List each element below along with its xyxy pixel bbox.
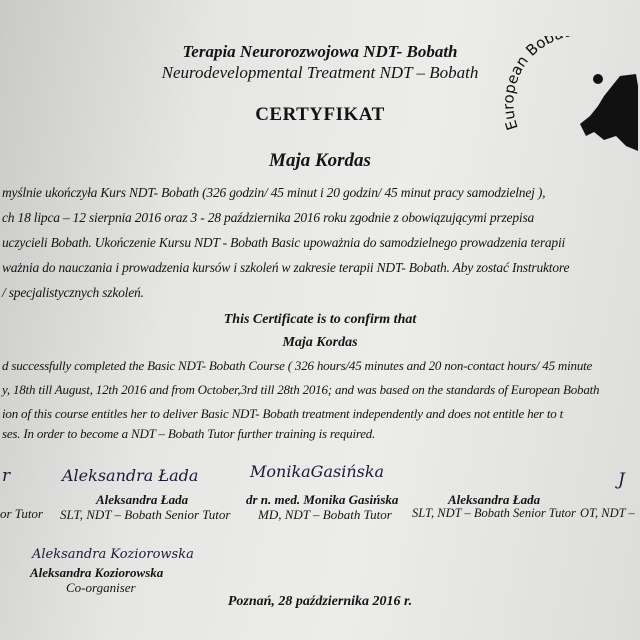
signatory-name: Aleksandra Łada [96,492,189,507]
signatory-name: dr n. med. Monika Gasińska [246,492,399,507]
signatory-title: SLT, NDT – Bobath Senior Tutor [60,507,231,522]
signature: Aleksandra Łada [62,466,199,485]
signature: r [2,466,11,486]
english-line: d successfully completed the Basic NDT- Bobath Course ( 326 hours/45 minutes and 20 non-contact hours/ 45 minute [2,358,593,373]
polish-line: ch 18 lipca – 12 sierpnia 2016 oraz 3 - 28 października 2016 roku zgodnie z obowiązującymi przepisa [2,210,535,225]
logo-text: European Bob [500,36,558,133]
signatory-title: SLT, NDT – Bobath Senior Tutor [412,506,576,520]
title-english: Neurodevelopmental Treatment NDT – Bobath [161,63,479,82]
polish-line: / specjalistycznych szkoleń. [2,285,144,300]
english-intro: This Certificate is to confirm that [223,312,417,327]
polish-line: uczycieli Bobath. Ukończenie Kursu NDT - Bobath Basic upoważnia do samodzielnego prowadzenia terapii [2,235,566,250]
signatory-title: OT, NDT – [580,506,635,520]
signatory-title: Co-organiser [66,580,136,595]
svg-text:European Bobath T [500,36,596,132]
european-bobath-logo [500,36,638,166]
signatory-title: or Tutor [0,506,43,521]
recipient-name: Maja Kordas [269,150,371,171]
signatory-title: MD, NDT – Bobath Tutor [258,507,392,522]
signature: MonikaGasińska [250,462,385,481]
english-line: ses. In order to become a NDT – Bobath Tutor further training is required. [2,426,376,441]
english-line: y, 18th till August, 12th 2016 and from October,3rd till 28th 2016; and was based on the standards of European Bobath [2,382,600,397]
place-date: Poznań, 28 października 2016 r. [227,594,413,609]
english-recipient: Maja Kordas [282,335,358,350]
polish-line: ważnia do nauczania i prowadzenia kursów i szkoleń w zakresie terapii NDT- Bobath. Aby zostać Instruktore [2,260,570,275]
signatory-name: Aleksandra Koziorowska [30,565,164,580]
polish-line: myślnie ukończyła Kurs NDT- Bobath (326 godzin/ 45 minut i 20 godzin/ 45 minut pracy samodzielnej ), [2,185,546,200]
signature: J [618,470,625,490]
signatory-name: Aleksandra Łada [448,492,541,507]
certificate-heading: CERTYFIKAT [255,104,385,125]
signature: Aleksandra Koziorowska [32,547,194,562]
english-line: ion of this course entitles her to deliver Basic NDT- Bobath treatment independently and does not entitle her to t [2,406,564,421]
title-polish: Terapia Neurorozwojowa NDT- Bobath [182,42,458,61]
